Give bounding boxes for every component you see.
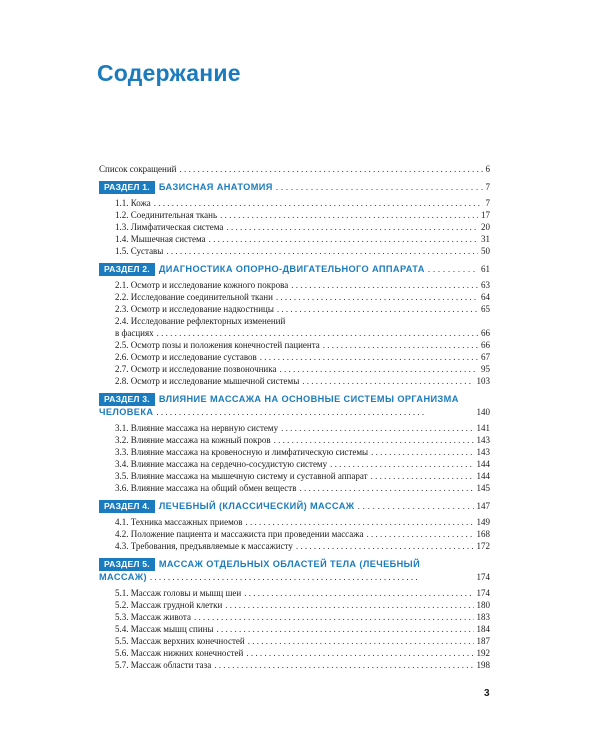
leader-dots [194, 611, 474, 623]
toc-entry-label: 2.4. Исследование рефлекторных изменений [115, 316, 286, 326]
leader-dots [428, 263, 478, 275]
leader-dots [260, 351, 478, 363]
leader-dots [277, 303, 478, 315]
toc-entry[interactable] [99, 422, 490, 434]
section-title: МАССАЖ ОТДЕЛЬНЫХ ОБЛАСТЕЙ ТЕЛА (ЛЕЧЕБНЫЙ [158, 559, 421, 569]
toc-entry-page: 31 [481, 234, 490, 244]
toc-entry-page: 172 [476, 541, 490, 551]
toc-entry-page: 65 [481, 304, 490, 314]
section-badge: РАЗДЕЛ 3. [99, 393, 155, 406]
section-title-continuation: ЧЕЛОВЕКА [99, 407, 154, 417]
leader-dots [154, 197, 483, 209]
leader-dots [209, 233, 478, 245]
toc-entry[interactable] [99, 375, 490, 387]
toc-entry-page: 143 [476, 435, 490, 445]
toc-entry-label: 2.2. Исследование соединительной ткани [115, 292, 273, 302]
toc-entry-label: 5.5. Массаж верхних конечностей [115, 636, 245, 646]
leader-dots [279, 363, 478, 375]
section-page: 61 [481, 264, 490, 274]
leader-dots [246, 647, 473, 659]
toc-entry-page: 6 [485, 164, 490, 174]
toc-entry-label: 4.2. Положение пациента и массажиста при проведении массажа [115, 529, 364, 539]
leader-dots [214, 659, 473, 671]
toc-entry-page: 66 [481, 328, 490, 338]
toc-entry-page: 66 [481, 340, 490, 350]
toc-entry-page: 145 [476, 483, 490, 493]
toc-entry[interactable] [99, 279, 490, 291]
toc-entry[interactable] [99, 221, 490, 233]
leader-dots [281, 422, 473, 434]
toc-entry-label: 5.7. Массаж области таза [115, 660, 212, 670]
toc-entry[interactable] [99, 516, 490, 528]
toc-entry-page: 143 [476, 447, 490, 457]
toc-entry[interactable] [99, 623, 490, 635]
toc-entry-page: 103 [476, 376, 490, 386]
toc-entry-page: 20 [481, 222, 490, 232]
toc-entry-abbreviations[interactable] [99, 163, 490, 176]
section-page: 7 [485, 182, 490, 192]
toc-entry-label: 2.1. Осмотр и исследование кожного покрова [115, 280, 289, 290]
toc-entry-label: 3.2. Влияние массажа на кожный покров [115, 435, 271, 445]
section-title-continuation: МАССАЖ) [99, 572, 147, 582]
leader-dots [217, 623, 474, 635]
toc-entry[interactable] [99, 209, 490, 221]
leader-dots [291, 279, 478, 291]
toc-entry-label: 1.1. Кожа [115, 198, 151, 208]
leader-dots [157, 327, 478, 339]
section-heading[interactable] [99, 393, 490, 419]
toc-entry[interactable] [99, 351, 490, 363]
leader-dots [276, 291, 478, 303]
section-title: ВЛИЯНИЕ МАССАЖА НА ОСНОВНЫЕ СИСТЕМЫ ОРГАНИЗМА [158, 394, 459, 404]
toc-entry-page: 144 [476, 459, 490, 469]
toc-entry-page: 183 [476, 612, 490, 622]
toc-entry-continuation[interactable] [99, 327, 490, 339]
section-page: 140 [476, 407, 490, 417]
toc-entry-label: 2.8. Осмотр и исследование мышечной системы [115, 376, 300, 386]
toc-entry-page: 63 [481, 280, 490, 290]
leader-dots [367, 528, 474, 540]
toc-section-4 [99, 500, 490, 552]
toc-entry[interactable] [99, 599, 490, 611]
leader-dots [302, 375, 473, 387]
leader-dots [323, 339, 478, 351]
toc-entry-label: 4.3. Требования, предъявляемые к массажисту [115, 541, 293, 551]
toc-entry[interactable] [99, 197, 490, 209]
toc-entry-label: 2.3. Осмотр и исследование надкостницы [115, 304, 274, 314]
toc-entry-label: 5.1. Массаж головы и мышц шеи [115, 588, 242, 598]
toc-entry[interactable] [99, 482, 490, 494]
toc-entry-label: 3.1. Влияние массажа на нервную систему [115, 423, 279, 433]
page-title: Содержание [97, 60, 241, 86]
leader-dots [150, 571, 474, 583]
toc-entry-label: 4.1. Техника массажных приемов [115, 517, 243, 527]
toc-entry-page: 180 [476, 600, 490, 610]
toc-entry-page: 149 [476, 517, 490, 527]
toc-entry-page: 184 [476, 624, 490, 634]
leader-dots [371, 470, 474, 482]
toc-entry-page: 141 [476, 423, 490, 433]
toc-entry-page: 17 [481, 210, 490, 220]
toc-entry-label: Список сокращений [99, 164, 177, 174]
toc-section-2 [99, 263, 490, 387]
toc-entry[interactable] [99, 528, 490, 540]
toc-entry-label: 3.3. Влияние массажа на кровеносную и лимфатическую системы [115, 447, 369, 457]
section-badge: РАЗДЕЛ 1. [99, 181, 155, 194]
section-badge: РАЗДЕЛ 5. [99, 558, 155, 571]
toc-entry-page: 7 [485, 198, 490, 208]
leader-dots [156, 406, 473, 418]
leader-dots [274, 434, 474, 446]
toc-entry-label: 2.6. Осмотр и исследование суставов [115, 352, 257, 362]
section-title: ЛЕЧЕБНЫЙ (КЛАССИЧЕСКИЙ) МАССАЖ [158, 501, 355, 511]
toc-entry-label: 2.5. Осмотр позы и положения конечностей пациента [115, 340, 320, 350]
toc-entry[interactable] [99, 315, 490, 327]
toc-entry[interactable] [99, 470, 490, 482]
section-badge: РАЗДЕЛ 2. [99, 263, 155, 276]
toc-entry[interactable] [99, 291, 490, 303]
leader-dots [166, 245, 478, 257]
toc-entry-label: 3.5. Влияние массажа на мышечную систему и суставной аппарат [115, 471, 368, 481]
toc-entry-label: 5.4. Массаж мышц спины [115, 624, 214, 634]
toc-entry[interactable] [99, 587, 490, 599]
toc-entry-page: 187 [476, 636, 490, 646]
leader-dots [225, 599, 473, 611]
toc-section-3 [99, 393, 490, 494]
toc-entry-page: 95 [481, 364, 490, 374]
section-heading[interactable] [99, 558, 490, 584]
page-number: 3 [484, 688, 490, 699]
section-page: 147 [476, 501, 490, 511]
section-title: ДИАГНОСТИКА ОПОРНО-ДВИГАТЕЛЬНОГО АППАРАТА [158, 264, 425, 274]
toc-entry[interactable] [99, 611, 490, 623]
toc-section-5 [99, 558, 490, 671]
toc-entry-label: 3.4. Влияние массажа на сердечно-сосудистую систему [115, 459, 328, 469]
section-title: БАЗИСНАЯ АНАТОМИЯ [158, 182, 273, 192]
toc-entry-label: 1.4. Мышечная система [115, 234, 206, 244]
toc-entry[interactable] [99, 434, 490, 446]
toc-entry[interactable] [99, 647, 490, 659]
section-heading[interactable] [99, 181, 490, 194]
leader-dots [371, 446, 473, 458]
toc-entry[interactable] [99, 446, 490, 458]
leader-dots [246, 516, 474, 528]
leader-dots [276, 181, 483, 193]
leader-dots [220, 209, 478, 221]
toc-entry[interactable] [99, 635, 490, 647]
toc-entry-page: 198 [476, 660, 490, 670]
toc-entry-label: 1.3. Лимфатическая система [115, 222, 224, 232]
toc-entry-label: 5.3. Массаж живота [115, 612, 191, 622]
toc-entry-label: 1.5. Суставы [115, 246, 164, 256]
toc-entry[interactable] [99, 540, 490, 552]
leader-dots [244, 587, 473, 599]
toc-entry-page: 50 [481, 246, 490, 256]
toc-entry[interactable] [99, 233, 490, 245]
leader-dots [248, 635, 474, 647]
leader-dots [330, 458, 473, 470]
leader-dots [299, 482, 473, 494]
leader-dots [226, 221, 478, 233]
toc-entry[interactable] [99, 245, 490, 257]
toc-entry-page: 168 [476, 529, 490, 539]
toc-entry-label: в фасциях [115, 328, 154, 338]
leader-dots [357, 500, 473, 512]
toc-entry[interactable] [99, 339, 490, 351]
toc-entry-label: 2.7. Осмотр и исследование позвоночника [115, 364, 277, 374]
toc-entry[interactable] [99, 458, 490, 470]
toc-entry[interactable] [99, 659, 490, 671]
table-of-contents [99, 163, 490, 677]
toc-entry-page: 144 [476, 471, 490, 481]
toc-entry-label: 1.2. Соединительная ткань [115, 210, 218, 220]
toc-entry[interactable] [99, 303, 490, 315]
section-page: 174 [476, 572, 490, 582]
leader-dots [296, 540, 474, 552]
toc-entry-label: 5.6. Массаж нижних конечностей [115, 648, 244, 658]
toc-entry[interactable] [99, 363, 490, 375]
section-badge: РАЗДЕЛ 4. [99, 500, 155, 513]
section-heading[interactable] [99, 263, 490, 276]
toc-entry-label: 5.2. Массаж грудной клетки [115, 600, 223, 610]
toc-section-1 [99, 181, 490, 257]
toc-entry-page: 174 [476, 588, 490, 598]
toc-entry-label: 3.6. Влияние массажа на общий обмен веществ [115, 483, 297, 493]
toc-entry-page: 192 [476, 648, 490, 658]
leader-dots [180, 163, 483, 175]
toc-entry-page: 64 [481, 292, 490, 302]
toc-entry-page: 67 [481, 352, 490, 362]
section-heading[interactable] [99, 500, 490, 513]
